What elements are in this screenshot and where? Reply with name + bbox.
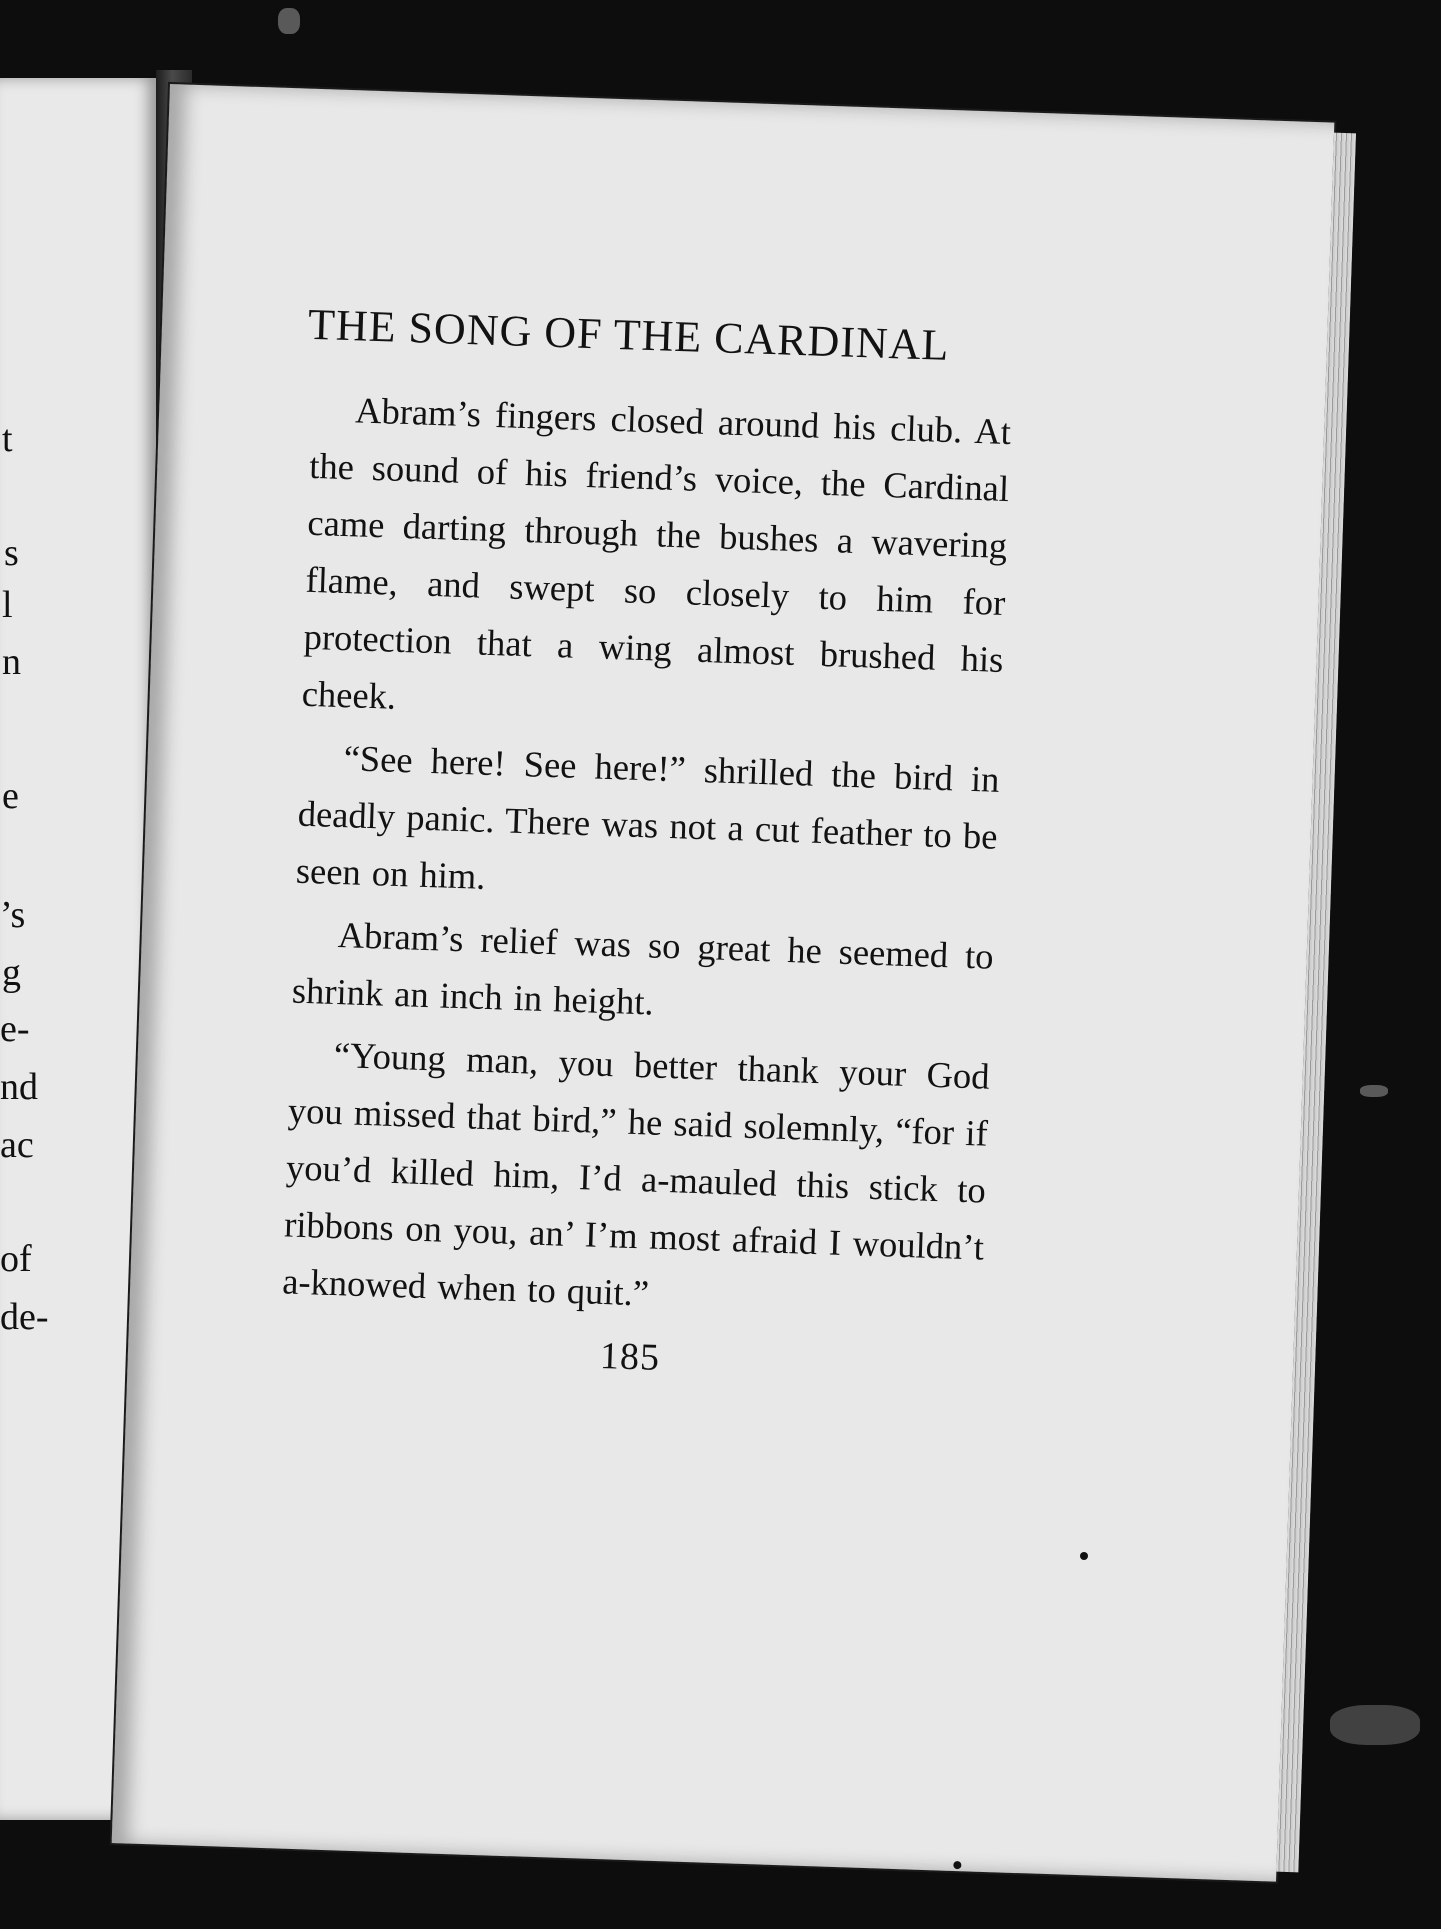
- left-page-text-fragment: de-: [0, 1296, 49, 1338]
- left-page-text-fragment: ’s: [0, 894, 26, 936]
- body-paragraph: Abram’s fingers closed around his club. At the sound of his friend’s voice, the Cardinal came darting through the bushes a wavering flame, and swept so closely to him for protection that a wing almost brushed his cheek.: [301, 389, 1012, 717]
- left-page-text-fragment: ac: [0, 1124, 34, 1166]
- left-page-text-fragment: e-: [0, 1008, 30, 1050]
- left-page-text-fragment: l: [2, 584, 13, 626]
- left-page-text-fragment: t: [2, 418, 13, 460]
- running-head: THE SONG OF THE CARDINAL: [307, 299, 951, 370]
- scan-speck: [1080, 1552, 1088, 1560]
- left-page-text-fragment: of: [0, 1238, 32, 1280]
- right-page: [112, 84, 1335, 1882]
- left-page-text-fragment: s: [4, 532, 19, 574]
- body-paragraph: Abram’s relief was so great he seemed to shrink an inch in height.: [291, 914, 995, 1023]
- body-paragraph: “Young man, you better thank your God you missed that bird,” he said solemnly, “for if you’d killed him, I’d a-mauled this stick to ribbons on you, an’ I’m most afraid I wouldn’t a-knowed when to quit.”: [281, 1033, 991, 1314]
- left-page-text-fragment: nd: [0, 1066, 38, 1108]
- scan-artifact: [278, 8, 300, 34]
- scan-artifact: [1360, 1085, 1388, 1097]
- left-page-text-fragment: e: [2, 775, 19, 817]
- page-edges: [1276, 133, 1356, 1873]
- scan-speck: [953, 1861, 961, 1869]
- left-page-text-fragment: g: [2, 952, 21, 994]
- left-page-text-fragment: n: [2, 641, 21, 683]
- page-number: 185: [599, 1334, 661, 1379]
- page-text-block: [280, 299, 1015, 1391]
- body-paragraph: “See here! See here!” shrilled the bird in deadly panic. There was not a cut feather to be seen on him.: [295, 737, 1001, 897]
- scan-artifact: [1330, 1705, 1420, 1745]
